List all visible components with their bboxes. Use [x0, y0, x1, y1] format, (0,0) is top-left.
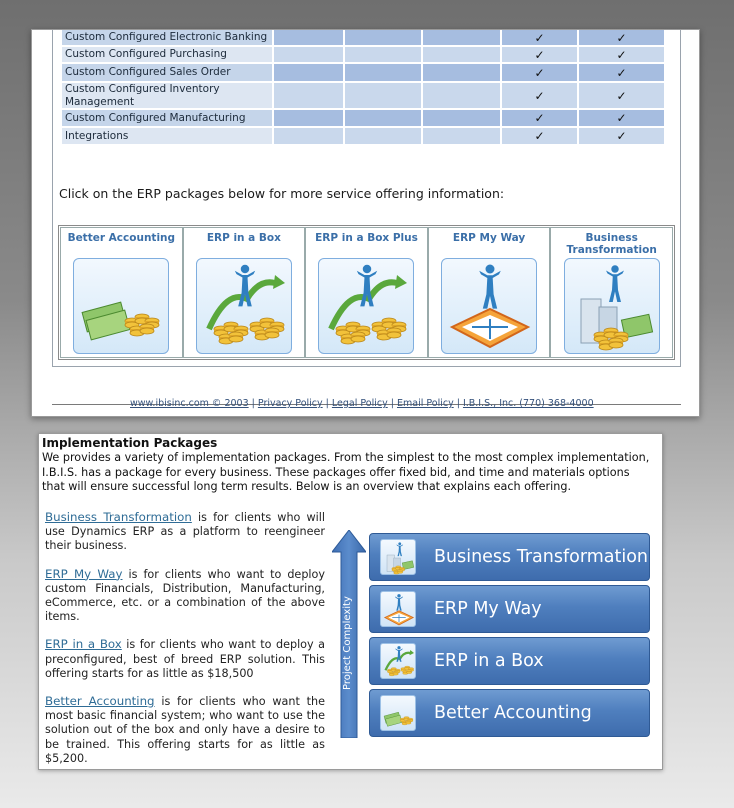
building-money-icon	[380, 539, 416, 575]
ladder-label: ERP My Way	[434, 599, 542, 619]
footer-privacy-link[interactable]: Privacy Policy	[257, 398, 323, 409]
package-card-business-transformation[interactable]	[550, 227, 673, 358]
feature-cell	[502, 47, 579, 64]
money-coins-icon	[380, 695, 416, 731]
feature-cell	[579, 110, 666, 128]
ladder-step-better-accounting	[369, 689, 650, 737]
feature-row	[62, 110, 666, 128]
feature-cell	[345, 110, 423, 128]
feature-cell	[502, 128, 579, 146]
section-title: Implementation Packages	[42, 436, 218, 450]
growth-coins-icon	[380, 643, 416, 679]
feature-table	[62, 30, 666, 146]
feature-label: Custom Configured Purchasing	[62, 47, 274, 64]
feature-cell	[579, 30, 666, 47]
feature-row	[62, 30, 666, 47]
feature-cell	[274, 64, 345, 83]
ladder-label: Business Transformation	[434, 547, 649, 567]
footer-company-link[interactable]: I.B.I.S., Inc. (770) 368-4000	[462, 398, 594, 409]
check-icon: ✓	[534, 129, 545, 143]
feature-cell	[274, 128, 345, 146]
check-icon: ✓	[534, 88, 545, 103]
description-business-transformation	[45, 510, 325, 554]
check-icon: ✓	[534, 30, 545, 45]
feature-cell	[423, 64, 502, 83]
feature-cell	[423, 47, 502, 64]
description-text: is for clients who want to deploy a preconfigured, best of breed ERP solution. This offering starts for as little as $18,500	[45, 638, 326, 680]
package-link-erp-in-a-box[interactable]: ERP in a Box	[45, 637, 122, 652]
check-icon: ✓	[534, 47, 545, 62]
feature-label: Custom Configured Manufacturing	[62, 110, 274, 128]
description-erp-in-a-box	[45, 637, 325, 681]
feature-cell	[502, 30, 579, 47]
package-title[interactable]: ERP My Way	[452, 232, 526, 244]
description-text: is for clients who will use Dynamics ERP as a platform to reengineer their business.	[45, 511, 325, 553]
description-better-accounting	[45, 694, 325, 766]
footer-legal-link[interactable]: Legal Policy	[331, 398, 388, 409]
feature-label: Custom Configured Sales Order	[62, 64, 274, 83]
feature-cell	[345, 30, 423, 47]
package-card-erp-in-a-box[interactable]	[183, 227, 306, 358]
axis-label: Project Complexity	[342, 596, 353, 690]
service-comparison-panel	[31, 29, 700, 417]
feature-label: Integrations	[62, 128, 274, 146]
package-gallery	[58, 225, 675, 360]
package-link-erp-my-way[interactable]: ERP My Way	[45, 566, 123, 581]
feature-cell	[579, 128, 666, 146]
growth-coins-icon[interactable]	[318, 258, 414, 354]
check-icon: ✓	[534, 65, 545, 80]
feature-cell	[579, 64, 666, 83]
network-person-icon[interactable]	[441, 258, 537, 354]
package-title[interactable]: ERP in a Box	[206, 232, 281, 244]
package-link-better-accounting[interactable]: Better Accounting	[45, 694, 155, 709]
feature-cell	[579, 83, 666, 110]
feature-cell	[423, 110, 502, 128]
footer-separator: |	[390, 398, 394, 409]
check-icon: ✓	[534, 111, 545, 125]
feature-cell	[274, 47, 345, 64]
footer-separator: |	[456, 398, 460, 409]
ladder-step-business-transformation	[369, 533, 650, 581]
ladder-step-erp-my-way	[369, 585, 650, 633]
footer-separator: |	[251, 398, 255, 409]
feature-cell	[345, 47, 423, 64]
feature-cell	[345, 83, 423, 110]
check-icon: ✓	[616, 111, 627, 125]
description-text: is for clients who want to deploy custom Financials, Distribution, Manufacturing, eCommerce, etc. or a combination of the above items.	[45, 567, 325, 624]
feature-cell	[579, 47, 666, 64]
footer-links	[130, 398, 594, 410]
check-icon: ✓	[616, 30, 627, 45]
feature-cell	[502, 83, 579, 110]
feature-cell	[274, 83, 345, 110]
footer-separator: |	[325, 398, 329, 409]
building-money-icon[interactable]	[564, 258, 660, 354]
ladder-label: Better Accounting	[434, 703, 592, 723]
section-intro: We provides a variety of implementation packages. From the simplest to the most complex implementation, I.B.I.S. has a package for every business. These packages offer fixed bid, and time and materials options that will ensure successful long term results. Below is an overview that explains each offering.	[42, 451, 650, 493]
feature-label: Custom Configured Inventory Management	[62, 83, 274, 110]
growth-coins-icon[interactable]	[196, 258, 292, 354]
implementation-packages-panel	[38, 433, 663, 770]
check-icon: ✓	[616, 129, 627, 143]
feature-cell	[274, 110, 345, 128]
package-ladder	[369, 533, 650, 741]
feature-cell	[423, 83, 502, 110]
network-person-icon	[380, 591, 416, 627]
package-title[interactable]: ERP in a Box Plus	[315, 232, 418, 244]
footer-email-link[interactable]: Email Policy	[396, 398, 454, 409]
package-title[interactable]: Business Transformation	[566, 232, 657, 256]
package-card-better-accounting[interactable]	[60, 227, 183, 358]
check-icon: ✓	[616, 88, 627, 103]
feature-row	[62, 47, 666, 64]
package-link-business-transformation[interactable]: Business Transformation	[45, 510, 192, 524]
feature-row	[62, 64, 666, 83]
feature-cell	[423, 30, 502, 47]
description-text: is for clients who want the most basic financial system; who want to use the solution out of the box and only have a desire to be trained. This offering starts for as little as $5,200.	[45, 695, 326, 765]
feature-row	[62, 128, 666, 146]
feature-cell	[502, 64, 579, 83]
package-instruction: Click on the ERP packages below for more service offering information:	[59, 186, 505, 201]
feature-cell	[502, 110, 579, 128]
package-card-erp-in-a-box-plus[interactable]	[305, 227, 428, 358]
feature-cell	[345, 128, 423, 146]
description-erp-my-way	[45, 567, 325, 625]
ladder-step-erp-in-a-box	[369, 637, 650, 685]
feature-label: Custom Configured Electronic Banking	[62, 30, 274, 47]
package-card-erp-my-way[interactable]	[428, 227, 551, 358]
footer-site-link[interactable]: www.ibisinc.com © 2003	[130, 398, 249, 409]
feature-cell	[423, 128, 502, 146]
feature-cell	[345, 64, 423, 83]
complexity-arrow	[332, 530, 366, 738]
check-icon: ✓	[616, 47, 627, 62]
ladder-label: ERP in a Box	[434, 651, 544, 671]
package-title[interactable]: Better Accounting	[67, 232, 176, 244]
feature-row	[62, 83, 666, 110]
package-descriptions	[45, 510, 325, 779]
feature-cell	[274, 30, 345, 47]
money-coins-icon[interactable]	[73, 258, 169, 354]
check-icon: ✓	[616, 65, 627, 80]
